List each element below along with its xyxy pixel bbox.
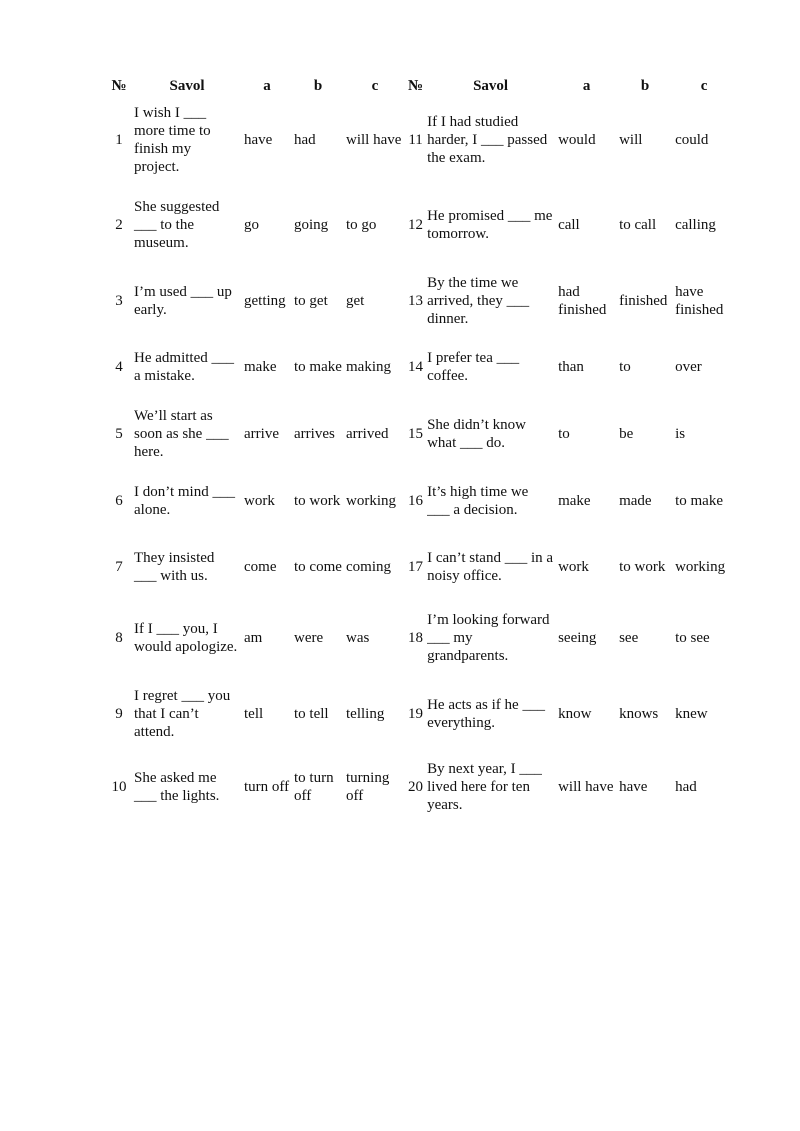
question-number: 1	[115, 132, 123, 148]
question-text: It’s high time we ___ a decision.	[427, 484, 529, 518]
question-text: I don’t mind ___ alone.	[134, 484, 235, 518]
question-number: 4	[115, 359, 123, 375]
option-a-header: a	[263, 78, 271, 94]
option-b: going	[294, 217, 329, 233]
question-number: 14	[408, 359, 424, 375]
option-c: coming	[346, 559, 391, 575]
option-b: to	[619, 359, 631, 375]
question-text: I’m used ___ up early.	[134, 284, 232, 318]
question-number: 15	[408, 426, 424, 442]
quiz-body	[106, 98, 735, 823]
option-c: have finished	[675, 284, 724, 318]
question-number: 18	[408, 630, 424, 646]
table-row	[106, 334, 735, 400]
option-b: had	[294, 132, 316, 148]
table-row	[106, 268, 735, 334]
option-a-header: a	[582, 78, 591, 94]
option-b: to call	[619, 217, 657, 233]
option-c: to make	[675, 493, 723, 509]
question-text: I’m looking forward ___ my grandparents.	[427, 612, 550, 664]
question-number: 16	[408, 493, 424, 509]
option-b: made	[619, 493, 652, 509]
table-row	[106, 534, 735, 600]
option-a: know	[558, 705, 592, 722]
question-text: She suggested ___ to the museum.	[134, 199, 220, 251]
question-number: 10	[111, 779, 127, 795]
table-row	[106, 600, 735, 676]
number-header: №	[111, 78, 127, 94]
option-b: finished	[619, 293, 668, 309]
option-a: make	[244, 359, 277, 375]
table-row	[106, 676, 735, 751]
option-b: arrives	[294, 426, 335, 442]
question-text: If I ___ you, I would apologize.	[134, 621, 238, 655]
option-c: making	[346, 359, 391, 375]
option-b: to make	[294, 359, 342, 375]
question-text: I can’t stand ___ in a noisy office.	[427, 550, 554, 584]
option-b: have	[619, 779, 648, 795]
table-row	[106, 751, 735, 823]
option-a: call	[558, 217, 580, 233]
option-a: seeing	[558, 630, 597, 646]
question-number: 20	[408, 779, 424, 795]
question-number: 8	[115, 630, 123, 646]
question-number: 12	[408, 217, 424, 233]
question-header: Savol	[473, 78, 509, 94]
option-b: see	[619, 630, 639, 646]
question-text: I prefer tea ___ coffee.	[427, 350, 520, 384]
option-b: to work	[619, 559, 666, 575]
option-a: would	[558, 132, 596, 148]
option-b: to get	[294, 293, 328, 309]
option-a: go	[244, 217, 259, 233]
question-text: He acts as if he ___ everything.	[427, 696, 545, 731]
header-row	[106, 74, 735, 98]
option-c: working	[346, 493, 396, 509]
option-b: to tell	[294, 705, 329, 722]
question-number: 5	[115, 426, 123, 442]
option-c: is	[675, 426, 686, 442]
question-number: 17	[408, 559, 424, 575]
option-c: to see	[675, 630, 710, 646]
table-row	[106, 182, 735, 268]
question-text: By the time we arrived, they ___ dinner.	[427, 275, 530, 327]
option-c: over	[675, 359, 702, 375]
option-c: had	[675, 779, 697, 795]
question-number: 2	[115, 217, 123, 233]
option-a: than	[558, 359, 584, 375]
question-text: He promised ___ me tomorrow.	[427, 208, 553, 242]
question-text: She asked me ___ the lights.	[134, 770, 220, 804]
option-c: get	[346, 293, 365, 309]
table-row	[106, 400, 735, 468]
option-a: make	[558, 493, 591, 509]
option-a: will have	[558, 779, 614, 795]
option-a: have	[244, 132, 273, 148]
option-c: to go	[346, 217, 377, 233]
option-b: be	[619, 426, 634, 442]
option-a: turn off	[244, 779, 290, 795]
option-a: am	[244, 630, 263, 646]
option-b: to turn off	[294, 770, 334, 804]
option-b: will	[619, 132, 643, 148]
question-number: 7	[115, 559, 123, 575]
question-text: They insisted ___ with us.	[134, 550, 215, 584]
option-a: arrive	[244, 426, 279, 442]
question-header: Savol	[169, 78, 205, 94]
question-text: I regret ___ you that I can’t attend.	[134, 687, 231, 740]
option-c: will have	[346, 132, 402, 148]
option-b-header: b	[640, 78, 650, 94]
option-c: was	[346, 630, 370, 646]
question-text: He admitted ___ a mistake.	[134, 350, 234, 384]
option-c: calling	[675, 217, 716, 233]
option-a: work	[558, 559, 589, 575]
question-number: 11	[408, 132, 423, 148]
option-b: knows	[619, 705, 659, 722]
option-c: knew	[675, 705, 708, 722]
option-c: telling	[346, 705, 385, 722]
option-b: were	[294, 630, 324, 646]
option-a: had finished	[558, 284, 607, 318]
question-number: 6	[115, 493, 123, 509]
option-a: to	[558, 426, 570, 442]
question-number: 19	[408, 705, 424, 722]
option-c-header: c	[700, 78, 708, 94]
option-c-header: c	[371, 78, 379, 94]
option-c: could	[675, 132, 709, 148]
question-number: 13	[408, 293, 424, 309]
question-number: 3	[115, 293, 123, 309]
option-c: turning off	[346, 770, 390, 804]
option-c: arrived	[346, 426, 389, 442]
table-row	[106, 98, 735, 182]
number-header: №	[408, 78, 424, 94]
quiz-table	[106, 74, 735, 823]
option-a: work	[244, 493, 275, 509]
question-text: By next year, I ___ lived here for ten years.	[427, 761, 542, 813]
option-b: to come	[294, 559, 342, 575]
question-text: If I had studied harder, I ___ passed the exam.	[427, 114, 548, 166]
question-number: 9	[115, 705, 123, 722]
option-a: getting	[244, 293, 286, 309]
option-a: tell	[244, 705, 264, 722]
option-a: come	[244, 559, 277, 575]
option-b-header: b	[313, 78, 323, 94]
question-text: She didn’t know what ___ do.	[427, 417, 526, 451]
question-text: I wish I ___ more time to finish my project.	[134, 105, 211, 175]
table-row	[106, 468, 735, 534]
option-c: working	[675, 559, 726, 575]
question-text: We’ll start as soon as she ___ here.	[134, 408, 229, 460]
option-b: to work	[294, 493, 341, 509]
